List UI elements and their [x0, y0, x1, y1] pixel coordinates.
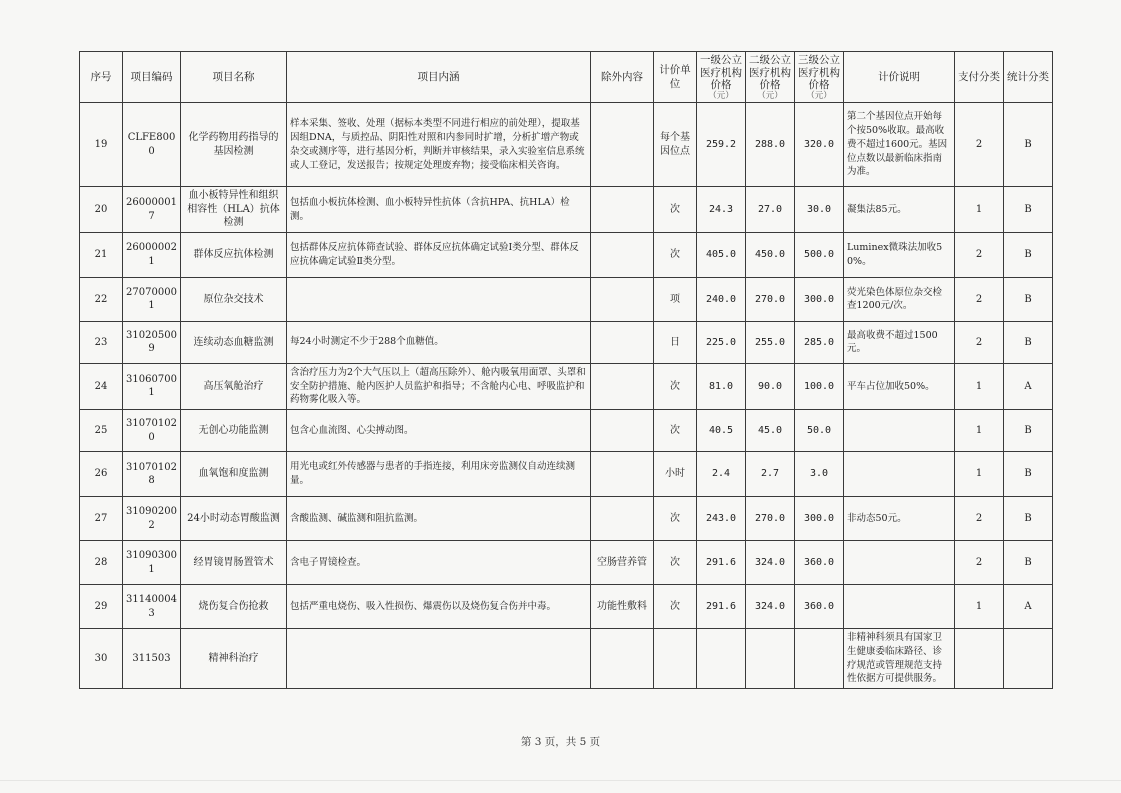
table-row [80, 103, 1053, 187]
cell-code: 260000021 [123, 232, 181, 277]
cell-price2: 27.0 [746, 187, 795, 233]
cell-code: 311503 [123, 629, 181, 689]
cell-seq: 29 [80, 585, 123, 629]
cell-name: 群体反应抗体检测 [181, 232, 287, 277]
cell-seq: 24 [80, 363, 123, 409]
cell-note: 凝集法85元。 [844, 187, 955, 233]
header-price2-unit: （元） [757, 90, 783, 101]
cell-price1: 24.3 [697, 187, 746, 233]
cell-seq: 19 [80, 103, 123, 187]
cell-code: 310701020 [123, 410, 181, 452]
cell-name: 无创心功能监测 [181, 410, 287, 452]
cell-stat-category: B [1004, 497, 1053, 541]
header-name: 项目名称 [181, 52, 287, 103]
cell-name: 化学药物用药指导的基因检测 [181, 103, 287, 187]
cell-unit: 次 [654, 541, 697, 585]
cell-note [844, 452, 955, 497]
cell-price2: 324.0 [746, 541, 795, 585]
cell-seq: 23 [80, 321, 123, 363]
cell-price1: 240.0 [697, 277, 746, 321]
cell-excluded [591, 363, 654, 409]
cell-excluded [591, 497, 654, 541]
cell-price1: 225.0 [697, 321, 746, 363]
cell-stat-category: B [1004, 541, 1053, 585]
cell-unit: 小时 [654, 452, 697, 497]
cell-excluded [591, 232, 654, 277]
cell-stat-category: A [1004, 363, 1053, 409]
cell-excluded [591, 321, 654, 363]
cell-seq: 26 [80, 452, 123, 497]
cell-code: 310902002 [123, 497, 181, 541]
header-stat-category: 统计分类 [1004, 52, 1053, 103]
cell-name: 高压氧舱治疗 [181, 363, 287, 409]
cell-unit: 项 [654, 277, 697, 321]
cell-content: 含治疗压力为2个大气压以上（超高压除外）、舱内吸氧用面罩、头罩和安全防护措施、舱内医护人员监护和指导；不含舱内心电、呼吸监护和药物雾化吸入等。 [287, 363, 591, 409]
cell-stat-category: A [1004, 585, 1053, 629]
fee-table [79, 51, 1053, 689]
cell-name: 烧伤复合伤抢救 [181, 585, 287, 629]
cell-code: 260000017 [123, 187, 181, 233]
cell-pay-category: 2 [955, 232, 1004, 277]
cell-price2: 324.0 [746, 585, 795, 629]
cell-code: 311400043 [123, 585, 181, 629]
cell-price2: 90.0 [746, 363, 795, 409]
cell-price2: 288.0 [746, 103, 795, 187]
scan-edge-line [0, 780, 1121, 781]
cell-stat-category: B [1004, 187, 1053, 233]
cell-content: 含电子胃镜检查。 [287, 541, 591, 585]
cell-price3: 320.0 [795, 103, 844, 187]
cell-stat-category: B [1004, 321, 1053, 363]
cell-stat-category: B [1004, 410, 1053, 452]
header-excluded: 除外内容 [591, 52, 654, 103]
cell-code: 310205009 [123, 321, 181, 363]
table-body [80, 103, 1053, 689]
cell-pay-category: 2 [955, 497, 1004, 541]
table-row [80, 187, 1053, 233]
cell-price1: 291.6 [697, 585, 746, 629]
cell-name: 连续动态血糖监测 [181, 321, 287, 363]
header-price3-unit: （元） [806, 90, 832, 101]
table-row [80, 541, 1053, 585]
cell-pay-category: 1 [955, 452, 1004, 497]
header-seq: 序号 [80, 52, 123, 103]
cell-price3: 360.0 [795, 541, 844, 585]
cell-content: 含酸监测、碱监测和阻抗监测。 [287, 497, 591, 541]
cell-price2: 270.0 [746, 277, 795, 321]
header-price2-label: 二级公立医疗机构价格 [749, 54, 791, 92]
cell-code: 310607001 [123, 363, 181, 409]
cell-price2 [746, 629, 795, 689]
table-row [80, 585, 1053, 629]
cell-excluded [591, 410, 654, 452]
cell-code: 270700001 [123, 277, 181, 321]
cell-stat-category: B [1004, 277, 1053, 321]
cell-pay-category: 1 [955, 585, 1004, 629]
table-header-row [80, 52, 1053, 103]
cell-unit: 每个基因位点 [654, 103, 697, 187]
cell-note: 平车占位加收50%。 [844, 363, 955, 409]
cell-note: 第二个基因位点开始每个按50%收取。最高收费不超过1600元。基因位点数以最新临床指南为准。 [844, 103, 955, 187]
cell-note: 最高收费不超过1500元。 [844, 321, 955, 363]
cell-name: 血氧饱和度监测 [181, 452, 287, 497]
table-row [80, 452, 1053, 497]
cell-excluded [591, 452, 654, 497]
cell-pay-category: 1 [955, 363, 1004, 409]
cell-note: 非精神科须具有国家卫生健康委临床路径、诊疗规范或管理规范支持性依据方可提供服务。 [844, 629, 955, 689]
cell-price3: 30.0 [795, 187, 844, 233]
cell-stat-category: B [1004, 452, 1053, 497]
table-row [80, 277, 1053, 321]
cell-unit [654, 629, 697, 689]
cell-seq: 30 [80, 629, 123, 689]
cell-content [287, 277, 591, 321]
cell-name: 经胃镜胃肠置管术 [181, 541, 287, 585]
cell-content: 样本采集、签收、处理（据标本类型不同进行相应的前处理），提取基因组DNA，与质控品、阴阳性对照和内参同时扩增，分析扩增产物或杂交或测序等，进行基因分析，判断并审核结果，录入实验室信息系统或人工登记，发送报告；按规定处理废弃物；接受临床相关咨询。 [287, 103, 591, 187]
cell-name: 24小时动态胃酸监测 [181, 497, 287, 541]
table-row [80, 410, 1053, 452]
cell-price3: 500.0 [795, 232, 844, 277]
cell-stat-category: B [1004, 103, 1053, 187]
cell-seq: 27 [80, 497, 123, 541]
cell-excluded: 空肠营养管 [591, 541, 654, 585]
page-number: 第 3 页，共 5 页 [520, 736, 601, 748]
cell-note [844, 585, 955, 629]
table-row [80, 629, 1053, 689]
cell-pay-category: 1 [955, 187, 1004, 233]
cell-note [844, 541, 955, 585]
cell-content: 包括血小板抗体检测、血小板特异性抗体（含抗HPA、抗HLA）检测。 [287, 187, 591, 233]
cell-pay-category: 2 [955, 321, 1004, 363]
header-content: 项目内涵 [287, 52, 591, 103]
cell-seq: 22 [80, 277, 123, 321]
cell-price3: 100.0 [795, 363, 844, 409]
cell-price2: 2.7 [746, 452, 795, 497]
cell-unit: 次 [654, 232, 697, 277]
cell-content: 包括严重电烧伤、吸入性损伤、爆震伤以及烧伤复合伤并中毒。 [287, 585, 591, 629]
header-price3 [795, 52, 844, 103]
cell-seq: 20 [80, 187, 123, 233]
cell-price1: 405.0 [697, 232, 746, 277]
cell-price2: 45.0 [746, 410, 795, 452]
cell-code: 310701028 [123, 452, 181, 497]
cell-price1: 2.4 [697, 452, 746, 497]
header-pay-category: 支付分类 [955, 52, 1004, 103]
cell-price3: 300.0 [795, 497, 844, 541]
cell-content: 每24小时测定不少于288个血糖值。 [287, 321, 591, 363]
table-row [80, 232, 1053, 277]
cell-code: CLFE8000 [123, 103, 181, 187]
cell-excluded [591, 629, 654, 689]
cell-excluded: 功能性敷料 [591, 585, 654, 629]
cell-unit: 日 [654, 321, 697, 363]
cell-excluded [591, 187, 654, 233]
table-row [80, 497, 1053, 541]
cell-note: 荧光染色体原位杂交检查1200元/次。 [844, 277, 955, 321]
cell-price2: 255.0 [746, 321, 795, 363]
header-note: 计价说明 [844, 52, 955, 103]
cell-name: 血小板特异性和组织相容性（HLA）抗体检测 [181, 187, 287, 233]
cell-stat-category [1004, 629, 1053, 689]
cell-price3: 360.0 [795, 585, 844, 629]
header-code: 项目编码 [123, 52, 181, 103]
cell-unit: 次 [654, 497, 697, 541]
cell-price2: 270.0 [746, 497, 795, 541]
cell-pay-category: 2 [955, 541, 1004, 585]
cell-unit: 次 [654, 187, 697, 233]
table-row [80, 363, 1053, 409]
cell-note: Luminex微珠法加收50%。 [844, 232, 955, 277]
cell-seq: 21 [80, 232, 123, 277]
cell-unit: 次 [654, 410, 697, 452]
cell-note [844, 410, 955, 452]
cell-code: 310903001 [123, 541, 181, 585]
cell-content: 用光电或红外传感器与患者的手指连接，利用床旁监测仪自动连续测量。 [287, 452, 591, 497]
header-price2 [746, 52, 795, 103]
cell-price1: 243.0 [697, 497, 746, 541]
cell-unit: 次 [654, 363, 697, 409]
header-price1-unit: （元） [708, 90, 734, 101]
table-row [80, 321, 1053, 363]
cell-price3: 285.0 [795, 321, 844, 363]
cell-name: 精神科治疗 [181, 629, 287, 689]
cell-name: 原位杂交技术 [181, 277, 287, 321]
header-unit: 计价单位 [654, 52, 697, 103]
cell-pay-category: 2 [955, 277, 1004, 321]
cell-price3 [795, 629, 844, 689]
cell-price3: 3.0 [795, 452, 844, 497]
cell-price1: 259.2 [697, 103, 746, 187]
header-price1 [697, 52, 746, 103]
cell-price2: 450.0 [746, 232, 795, 277]
header-price1-label: 一级公立医疗机构价格 [700, 54, 742, 92]
cell-seq: 28 [80, 541, 123, 585]
cell-note: 非动态50元。 [844, 497, 955, 541]
cell-price1 [697, 629, 746, 689]
cell-excluded [591, 103, 654, 187]
cell-price3: 50.0 [795, 410, 844, 452]
cell-pay-category: 2 [955, 103, 1004, 187]
cell-unit: 次 [654, 585, 697, 629]
cell-stat-category: B [1004, 232, 1053, 277]
cell-price3: 300.0 [795, 277, 844, 321]
cell-pay-category [955, 629, 1004, 689]
header-price3-label: 三级公立医疗机构价格 [798, 54, 840, 92]
cell-price1: 291.6 [697, 541, 746, 585]
cell-price1: 40.5 [697, 410, 746, 452]
cell-price1: 81.0 [697, 363, 746, 409]
cell-seq: 25 [80, 410, 123, 452]
cell-pay-category: 1 [955, 410, 1004, 452]
cell-excluded [591, 277, 654, 321]
cell-content [287, 629, 591, 689]
cell-content: 包括群体反应抗体筛查试验、群体反应抗体确定试验Ⅰ类分型、群体反应抗体确定试验Ⅱ类分型。 [287, 232, 591, 277]
cell-content: 包含心血流图、心尖搏动图。 [287, 410, 591, 452]
